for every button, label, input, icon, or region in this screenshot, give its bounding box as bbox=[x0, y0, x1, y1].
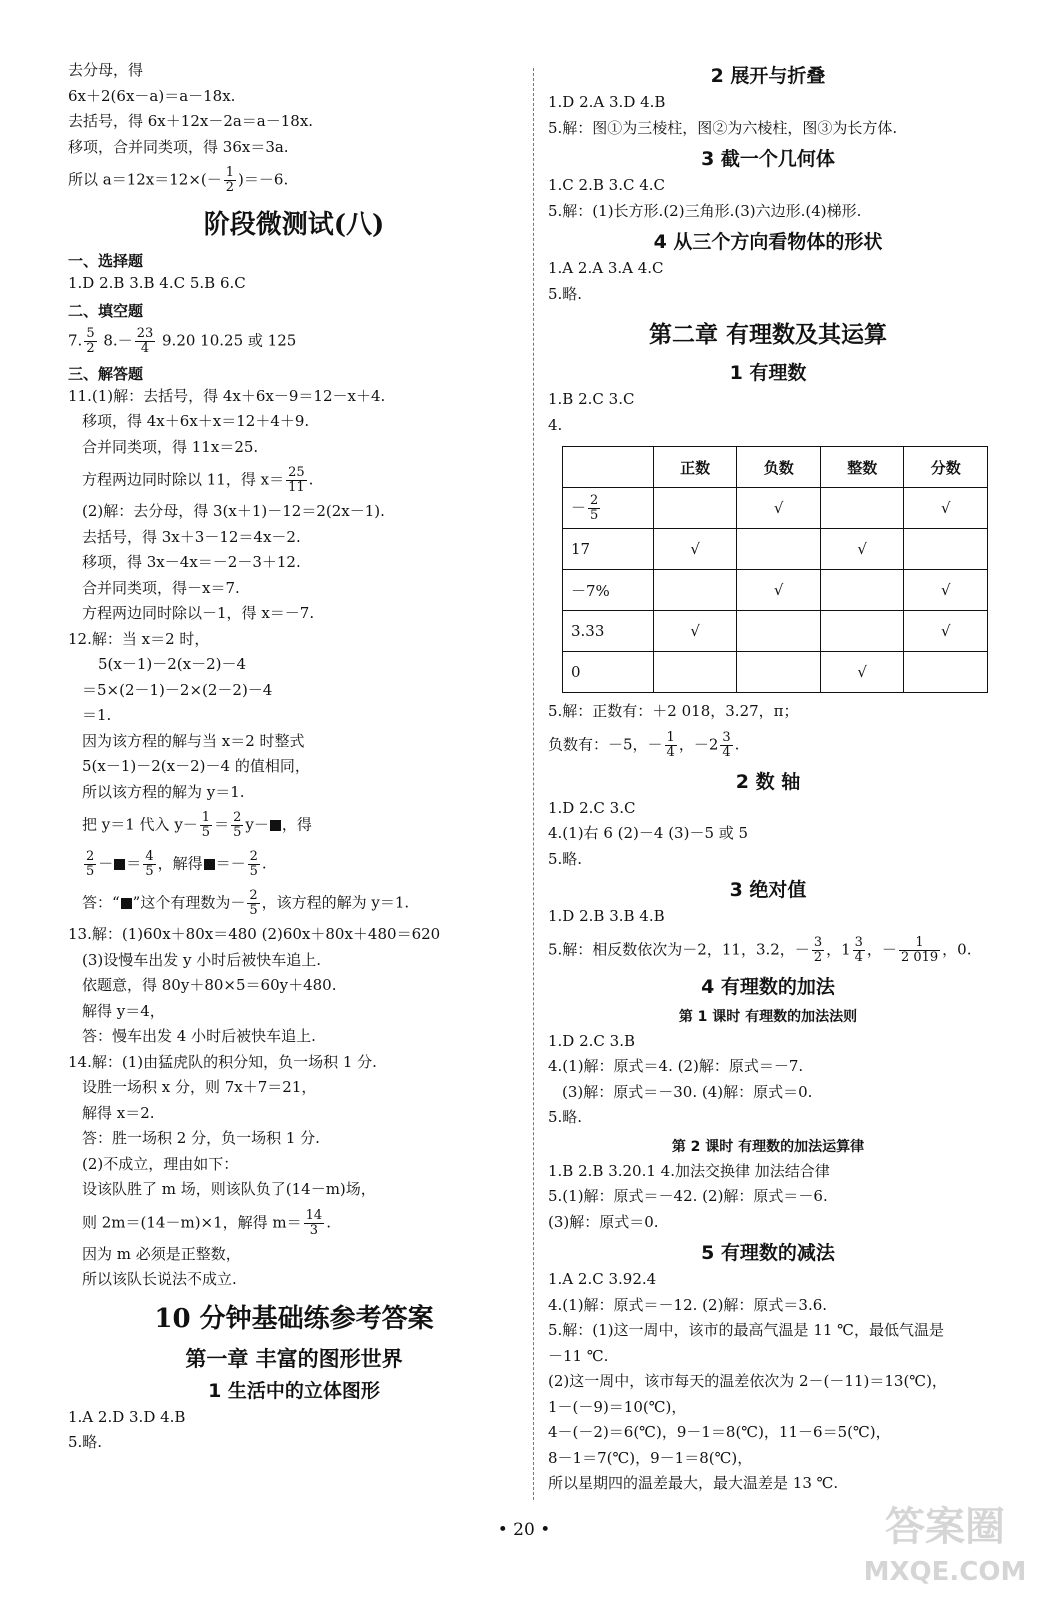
table-cell bbox=[820, 570, 904, 611]
table-cell bbox=[820, 611, 904, 652]
answer-line: 1.A 2.A 3.A 4.C bbox=[548, 259, 664, 277]
section-heading: 3 绝对值 bbox=[729, 879, 807, 901]
text-line: 方程两边同时除以 11，得 x＝ $\frac{25}{11}$ . bbox=[82, 465, 314, 495]
answer-line: 所以星期四的温差最大，最大温差是 13 ℃. bbox=[548, 1474, 839, 1492]
table-cell bbox=[820, 488, 904, 529]
text-line: 合并同类项，得－x＝7. bbox=[82, 578, 240, 597]
section-heading: 2 展开与折叠 bbox=[710, 65, 826, 87]
answer-line: 5.解：图①为三棱柱，图②为六棱柱，图③为长方体. bbox=[548, 118, 898, 137]
text-line: ＝5×(2－1)－2×(2－2)－4 bbox=[82, 680, 273, 699]
fraction: $\frac{1}{2}$ bbox=[225, 165, 235, 195]
fraction: $\frac{3}{2}$ bbox=[813, 934, 823, 965]
answer-line: (3)解：原式＝0. bbox=[548, 1212, 659, 1231]
text-line: 合并同类项，得 11x＝25. bbox=[82, 437, 259, 456]
answer-line: 1.A 2.D 3.D 4.B bbox=[68, 1407, 186, 1426]
table-cell bbox=[653, 488, 737, 529]
answer-line: 5.解：相反数依次为－2，11，3.2，－ $\frac{3}{2}$ ，1 $\frac{3}{4}$ ，－ $\frac{1}{2 019}$ ，0. bbox=[548, 934, 972, 965]
text-line: 答：慢车出发 4 小时后被快车追上. bbox=[82, 1027, 316, 1045]
text-line: 所以该方程的解为 y＝1. bbox=[82, 782, 245, 801]
section-title: 二、填空题 bbox=[68, 301, 144, 320]
chapter-title: 第一章 丰富的图形世界 bbox=[185, 1346, 403, 1371]
text-line: 去括号，得 6x＋12x－2a＝a－18x. bbox=[68, 112, 314, 130]
answer-line: (3)解：原式＝－30. (4)解：原式＝0. bbox=[562, 1082, 813, 1101]
table-row-label: － $\frac{2}{5}$ bbox=[563, 488, 654, 529]
text-line: 所以该队长说法不成立. bbox=[82, 1270, 237, 1288]
table-row-label: 3.33 bbox=[563, 611, 654, 652]
fraction: $\frac{2}{5}$ bbox=[233, 810, 242, 840]
answer-line: 5.(1)解：原式＝－42. (2)解：原式＝－6. bbox=[548, 1187, 828, 1205]
answer-line: 1.D 2.C 3.B bbox=[548, 1031, 635, 1050]
table-row-label: 0 bbox=[563, 652, 654, 693]
table-cell: √ bbox=[737, 488, 821, 529]
fraction: $\frac{2}{5}$ bbox=[249, 849, 258, 879]
answer-line: 1.D 2.A 3.D 4.B bbox=[548, 93, 666, 111]
fraction: $\frac{1}{2 019}$ bbox=[900, 934, 939, 965]
text-line: 去分母，得 bbox=[68, 61, 144, 79]
answer-line: 1.D 2.C 3.C bbox=[548, 798, 636, 817]
text-line: (2)不成立，理由如下： bbox=[82, 1154, 239, 1173]
table-cell: √ bbox=[820, 529, 904, 570]
table-header-cell: 正数 bbox=[653, 447, 737, 488]
fraction: $\frac{25}{11}$ bbox=[288, 465, 305, 495]
text-line: 12.解：当 x＝2 时， bbox=[68, 629, 210, 648]
table-cell: √ bbox=[820, 652, 904, 693]
fraction: $\frac{2}{5}$ bbox=[86, 849, 95, 879]
table-header-cell bbox=[563, 447, 654, 488]
section-heading: 1 有理数 bbox=[729, 362, 807, 384]
answer-line: －11 ℃. bbox=[548, 1346, 609, 1365]
answer-line: 1.B 2.B 3.20.1 4.加法交换律 加法结合律 bbox=[548, 1161, 830, 1180]
text-line: 解得 x＝2. bbox=[82, 1103, 155, 1122]
text-line: 13.解：(1)60x＋80x＝480 (2)60x＋80x＋480＝620 bbox=[68, 925, 441, 943]
text-line: 5(x－1)－2(x－2)－4 bbox=[98, 655, 247, 673]
table-row bbox=[563, 570, 988, 611]
answer-line: 4. bbox=[548, 415, 563, 434]
text-line: 答：胜一场积 2 分，负一场积 1 分. bbox=[82, 1129, 320, 1147]
text-line: 移项，得 3x－4x＝－2－3＋12. bbox=[82, 553, 301, 571]
table-cell bbox=[653, 570, 737, 611]
table-row-label: －7% bbox=[563, 570, 654, 611]
answer-line: 4.(1)解：原式＝－12. (2)解：原式＝3.6. bbox=[548, 1295, 828, 1314]
fraction: $\frac{2}{5}$ bbox=[590, 492, 599, 523]
text-line: ＝1. bbox=[82, 706, 112, 724]
table-cell bbox=[737, 652, 821, 693]
column-divider bbox=[533, 68, 534, 1500]
answer-line: 1.D 2.B 3.B 4.B bbox=[548, 907, 665, 925]
right-column bbox=[548, 60, 988, 1499]
answer-line: 4－(－2)＝6(℃)，9－1＝8(℃)，11－6＝5(℃)， bbox=[548, 1423, 891, 1441]
section-title: 一、选择题 bbox=[68, 252, 144, 270]
classification-table bbox=[562, 446, 988, 693]
fraction: $\frac{2}{5}$ bbox=[249, 888, 258, 918]
table-cell bbox=[904, 652, 988, 693]
table-cell: √ bbox=[737, 570, 821, 611]
answer-line: 5.解：正数有：＋2 018，3.27，π； bbox=[548, 702, 799, 720]
answer-line: 8－1＝7(℃)，9－1＝8(℃)， bbox=[548, 1448, 753, 1467]
text-line: 答：“ ”这个有理数为－ $\frac{2}{5}$ ，该方程的解为 y＝1. bbox=[82, 888, 410, 918]
table-header-cell: 分数 bbox=[904, 447, 988, 488]
answer-line: 5.解：(1)这一周中，该市的最高气温是 11 ℃，最低气温是 bbox=[548, 1321, 944, 1339]
answer-line: 5.略. bbox=[548, 284, 583, 303]
table-cell bbox=[904, 529, 988, 570]
text-line: 则 2m＝(14－m)×1，解得 m＝ $\frac{14}{3}$ . bbox=[82, 1207, 331, 1238]
table-cell: √ bbox=[653, 529, 737, 570]
lesson-heading: 第 1 课时 有理数的加法法则 bbox=[678, 1008, 858, 1025]
fraction: $\frac{5}{2}$ bbox=[86, 325, 95, 356]
chapter-title: 第二章 有理数及其运算 bbox=[648, 322, 887, 348]
text-line: 把 y＝1 代入 y－ $\frac{1}{5}$ ＝ $\frac{2}{5}$ y－ ，得 bbox=[82, 810, 312, 840]
text-line: 去括号，得 3x＋3－12＝4x－2. bbox=[82, 527, 301, 546]
text-line: $\frac{2}{5}$ － ＝ $\frac{4}{5}$ ，解得 ＝－ $\frac{2}{5}$ . bbox=[86, 849, 267, 879]
lesson-heading: 第 2 课时 有理数的加法运算律 bbox=[671, 1138, 865, 1155]
answer-line: 1.A 2.C 3.92.4 bbox=[548, 1270, 657, 1288]
table-cell bbox=[737, 529, 821, 570]
text-line: 11.(1)解：去括号，得 4x＋6x－9＝12－x＋4. bbox=[68, 386, 386, 405]
black-square-symbol bbox=[270, 820, 281, 831]
answer-line: 7. $\frac{5}{2}$ 8.－ $\frac{23}{4}$ 9.20 10.25 或 125 bbox=[68, 325, 297, 356]
section-heading: 3 截一个几何体 bbox=[701, 148, 835, 170]
table-cell: √ bbox=[904, 488, 988, 529]
table-header-cell: 整数 bbox=[820, 447, 904, 488]
fraction: $\frac{1}{4}$ bbox=[666, 729, 675, 760]
text-line: (2)解：去分母，得 3(x＋1)－12＝2(2x－1). bbox=[82, 502, 385, 520]
table-header-row bbox=[563, 447, 988, 488]
text-line: 6x＋2(6x－a)＝a－18x. bbox=[68, 86, 236, 105]
table-cell: √ bbox=[904, 611, 988, 652]
text-line: 解得 y＝4， bbox=[82, 1001, 165, 1020]
text-line: 所以 a＝12x＝12×(－ $\frac{1}{2}$ )＝－6. bbox=[68, 165, 289, 195]
text-line: 移项，得 4x＋6x＋x＝12＋4＋9. bbox=[82, 412, 310, 430]
table-row bbox=[563, 611, 988, 652]
section-heading: 4 从三个方向看物体的形状 bbox=[653, 231, 883, 253]
text-line: (3)设慢车出发 y 小时后被快车追上. bbox=[82, 950, 322, 969]
fraction: $\frac{3}{4}$ bbox=[854, 934, 863, 965]
table-cell bbox=[653, 652, 737, 693]
section-title: 三、解答题 bbox=[68, 364, 144, 383]
answer-line: 5.略. bbox=[68, 1433, 103, 1451]
answer-line: 1.C 2.B 3.C 4.C bbox=[548, 176, 666, 194]
section-heading: 4 有理数的加法 bbox=[701, 975, 835, 998]
answer-line: (2)这一周中，该市每天的温差依次为 2－(－11)＝13(℃)， bbox=[548, 1372, 947, 1390]
table-row-label: 17 bbox=[563, 529, 654, 570]
text-line: 方程两边同时除以－1，得 x＝－7. bbox=[82, 604, 315, 622]
table-row bbox=[563, 529, 988, 570]
text-line: 因为 m 必须是正整数， bbox=[82, 1244, 241, 1263]
table-row bbox=[563, 488, 988, 529]
answer-line: 4.(1)右 6 (2)－4 (3)－5 或 5 bbox=[548, 824, 749, 842]
table-header-cell: 负数 bbox=[737, 447, 821, 488]
fraction: $\frac{23}{4}$ bbox=[136, 325, 154, 356]
answer-line: 5.略. bbox=[548, 849, 583, 868]
answer-line: 负数有：－5，－ $\frac{1}{4}$ ，－2 $\frac{3}{4}$ . bbox=[548, 729, 740, 760]
text-line: 5(x－1)－2(x－2)－4 的值相同， bbox=[82, 757, 310, 775]
answer-line: 5.略. bbox=[548, 1108, 583, 1126]
text-line: 设胜一场积 x 分，则 7x＋7＝21， bbox=[82, 1078, 317, 1096]
reference-answers-title: 10 分钟基础练参考答案 bbox=[154, 1303, 434, 1334]
answer-line: 5.解：(1)长方形.(2)三角形.(3)六边形.(4)梯形. bbox=[548, 201, 862, 220]
answer-line: 1.B 2.C 3.C bbox=[548, 390, 635, 408]
test-title: 阶段微测试(八) bbox=[203, 210, 385, 240]
answer-line: 1.D 2.B 3.B 4.C 5.B 6.C bbox=[68, 274, 246, 292]
fraction: $\frac{4}{5}$ bbox=[145, 849, 154, 879]
watermark-logo bbox=[850, 1495, 1040, 1595]
answer-line: 1－(－9)＝10(℃)， bbox=[548, 1397, 687, 1416]
answer-line: 4.(1)解：原式＝4. (2)解：原式＝－7. bbox=[548, 1057, 804, 1075]
fraction: $\frac{1}{5}$ bbox=[201, 810, 211, 840]
left-column bbox=[68, 60, 520, 1458]
text-line: 设该队胜了 m 场，则该队负了(14－m)场， bbox=[82, 1180, 376, 1198]
section-heading: 1 生活中的立体图形 bbox=[208, 1379, 380, 1402]
fraction: $\frac{3}{4}$ bbox=[722, 729, 731, 760]
table-cell: √ bbox=[653, 611, 737, 652]
black-square-symbol bbox=[204, 859, 215, 870]
fraction: $\frac{14}{3}$ bbox=[305, 1207, 323, 1238]
text-line: 移项，合并同类项，得 36x＝3a. bbox=[68, 137, 289, 156]
text-line: 14.解：(1)由猛虎队的积分知，负一场积 1 分. bbox=[68, 1052, 377, 1071]
page-number: • 20 • bbox=[497, 1520, 551, 1540]
section-heading: 2 数 轴 bbox=[735, 770, 801, 793]
section-heading: 5 有理数的减法 bbox=[701, 1242, 835, 1264]
text-line: 因为该方程的解与当 x＝2 时整式 bbox=[82, 731, 305, 750]
table-cell bbox=[737, 611, 821, 652]
black-square-symbol bbox=[114, 859, 125, 870]
watermark-brand: 答案圈 bbox=[885, 1504, 1005, 1550]
black-square-symbol bbox=[121, 898, 132, 909]
text-line: 依题意，得 80y＋80×5＝60y＋480. bbox=[82, 976, 337, 994]
table-cell: √ bbox=[904, 570, 988, 611]
watermark-site: MXQE.COM bbox=[863, 1557, 1027, 1587]
table-row bbox=[563, 652, 988, 693]
